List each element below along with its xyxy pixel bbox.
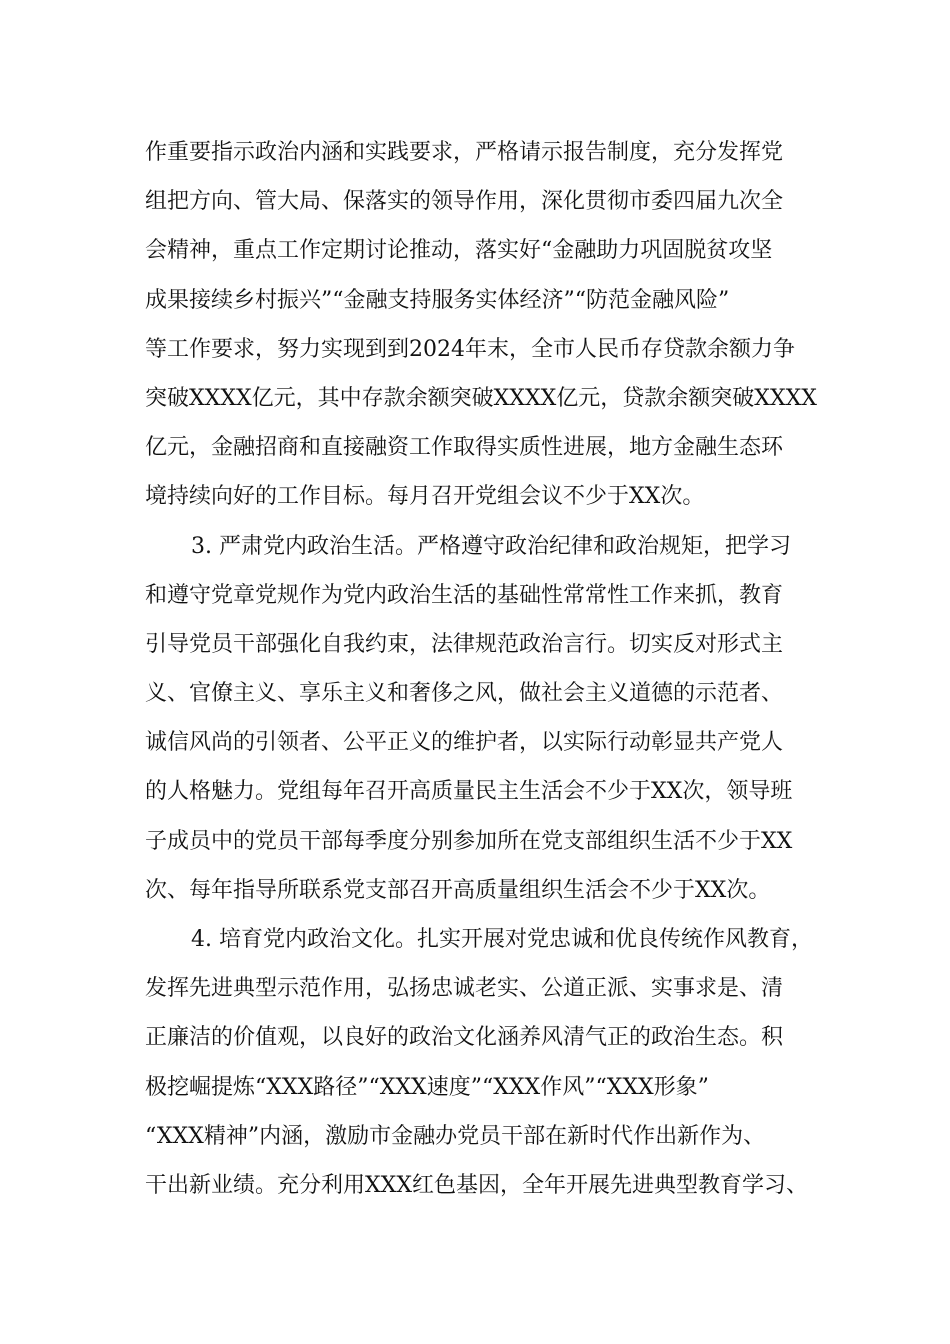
text-line: 次、每年指导所联系党支部召开高质量组织生活会不少于XX次。 [145, 877, 771, 903]
text-line: 亿元，金融招商和直接融资工作取得实质性进展，地方金融生态环 [145, 435, 784, 461]
text-line: 子成员中的党员干部每季度分别参加所在党支部组织生活不少于XX [145, 828, 793, 854]
text-line: 作重要指示政治内涵和实践要求，严格请示报告制度，充分发挥党 [145, 140, 784, 165]
text-line: 义、官僚主义、享乐主义和奢侈之风，做社会主义道德的示范者、 [145, 681, 784, 707]
text-line: 突破XXXX亿元，其中存款余额突破XXXX亿元，贷款余额突破XXXX [145, 385, 817, 411]
text-line: 组把方向、管大局、保落实的领导作用，深化贯彻市委四届九次全 [145, 189, 784, 215]
text-line: 引导党员干部强化自我约束，法律规范政治言行。切实反对形式主 [145, 631, 784, 657]
text-line: 境持续向好的工作目标。每月召开党组会议不少于XX次。 [145, 484, 705, 510]
text-line: 等工作要求，努力实现到到2024年末，全市人民币存贷款余额力争 [145, 336, 795, 362]
body-text [145, 128, 815, 1210]
text-line: 会精神，重点工作定期讨论推动，落实好“金融助力巩固脱贫攻坚 [145, 238, 773, 264]
text-line: 干出新业绩。充分利用XXX红色基因，全年开展先进典型教育学习、 [145, 1172, 808, 1198]
paragraph-3-first-line: 3. 严肃党内政治生活。严格遵守政治纪律和政治规矩，把学习 [191, 533, 791, 559]
text-line: 正廉洁的价值观，以良好的政治文化涵养风清气正的政治生态。积 [145, 1025, 784, 1051]
text-line: “XXX精神”内涵，激励市金融办党员干部在新时代作出新作为、 [145, 1123, 766, 1149]
text-line: 极挖崛提炼“XXX路径”“XXX速度”“XXX作风”“XXX形象” [145, 1074, 709, 1100]
text-line: 的人格魅力。党组每年召开高质量民主生活会不少于XX次，领导班 [145, 779, 793, 805]
text-line: 诚信风尚的引领者、公平正义的维护者，以实际行动彰显共产党人 [145, 730, 784, 756]
text-line: 发挥先进典型示范作用，弘扬忠诚老实、公道正派、实事求是、清 [145, 976, 784, 1002]
paragraph-4-first-line: 4. 培育党内政治文化。扎实开展对党忠诚和优良传统作风教育， [191, 927, 813, 952]
text-line: 成果接续乡村振兴”“金融支持服务实体经济”“防范金融风险” [145, 287, 730, 313]
text-line: 和遵守党章党规作为党内政治生活的基础性常常性工作来抓，教育 [145, 582, 784, 608]
